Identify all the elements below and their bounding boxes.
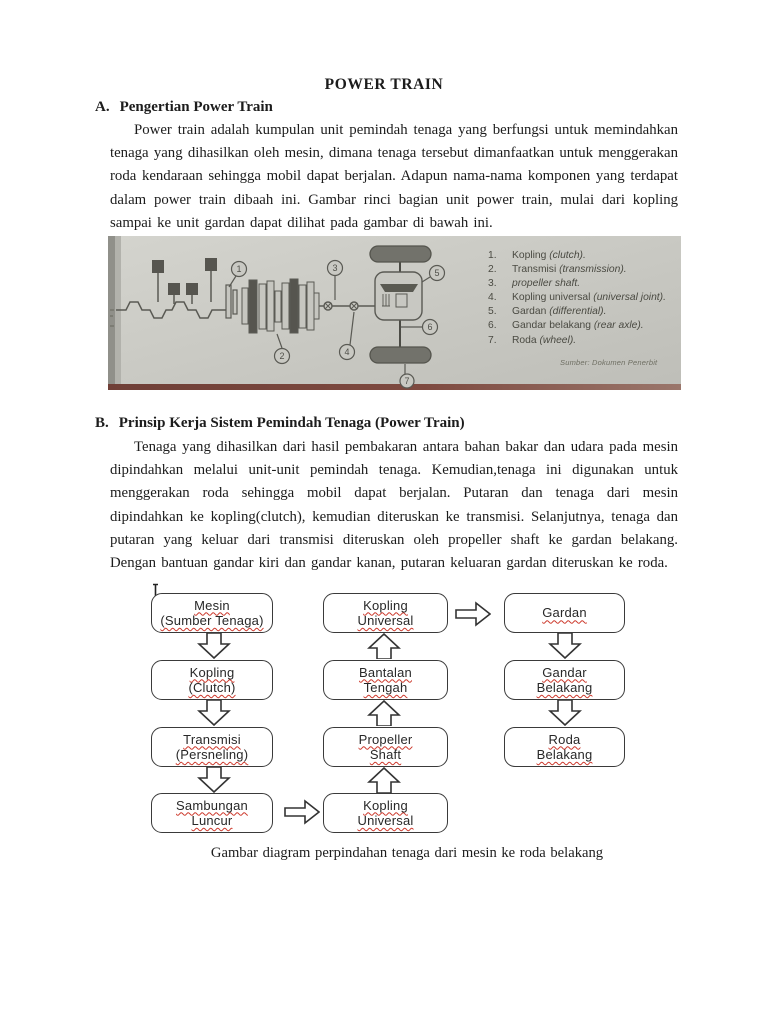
flow-box-propeller-shaft: Propeller Shaft bbox=[323, 727, 448, 767]
arrow-down-icon bbox=[197, 633, 231, 659]
callout-4: 4 bbox=[344, 347, 350, 357]
figure-legend bbox=[488, 249, 678, 348]
flow-box-gandar-belakang: Gandar Belakang bbox=[504, 660, 625, 700]
clutch-art bbox=[226, 285, 237, 318]
photo-left-edge bbox=[108, 236, 115, 390]
legend-item: 7. Roda (wheel). bbox=[488, 334, 577, 346]
flow-diagram-caption: Gambar diagram perpindahan tenaga dari mesin ke roda belakang bbox=[210, 845, 604, 861]
powertrain-figure bbox=[108, 236, 681, 390]
flow-box-kopling-universal-atas: Kopling Universal bbox=[323, 593, 448, 633]
flow-box-kopling: Kopling (Clutch) bbox=[151, 660, 273, 700]
callout-1: 1 bbox=[236, 264, 242, 274]
flow-box-bantalan-tengah: Bantalan Tengah bbox=[323, 660, 448, 700]
section-b-paragraph: Tenaga yang dihasilkan dari hasil pembakaran antara bahan bakar dan udara pada mesin dipindahkan melalui unit-unit pemindah tenaga. Kemudian,tenaga ini digunakan untuk menggerakan roda sehingga mobil dapat berjalan. Putaran dan tenaga dari mesin dipindahkan ke kopling(clutch), kemudian diteruskan ke transmisi. Selanjutnya, tenaga dan putaran yang keluar dari transmisi diteruskan oleh propeller shaft ke gardan belakang. Dengan bantuan gandar kiri dan gandar kanan, putaran keluaran gardan diteruskan ke roda. bbox=[110, 439, 678, 572]
flow-box-transmisi: Transmisi (Persneling) bbox=[151, 727, 273, 767]
arrow-up-icon bbox=[367, 767, 401, 793]
flow-diagram bbox=[0, 583, 768, 845]
section-a-heading-text: Pengertian Power Train bbox=[119, 99, 273, 115]
section-b-heading bbox=[95, 415, 465, 432]
legend-item: 4. Kopling universal (universal joint). bbox=[488, 292, 666, 304]
section-a-heading bbox=[95, 99, 273, 116]
callout-7: 7 bbox=[404, 376, 410, 386]
callout-6: 6 bbox=[427, 322, 433, 332]
arrow-down-icon bbox=[197, 700, 231, 726]
flow-box-sambungan-luncur: Sambungan Luncur bbox=[151, 793, 273, 833]
flow-box-kopling-universal-bawah: Kopling Universal bbox=[323, 793, 448, 833]
section-b-heading-text: Prinsip Kerja Sistem Pemindah Tenaga (Power Train) bbox=[118, 415, 465, 431]
flow-box-mesin: Mesin (Sumber Tenaga) bbox=[151, 593, 273, 633]
photo-bottom-edge bbox=[108, 384, 681, 390]
callout-3: 3 bbox=[332, 263, 338, 273]
callout-2: 2 bbox=[279, 351, 285, 361]
arrow-up-icon bbox=[367, 633, 401, 659]
legend-item: 1. Kopling (clutch). bbox=[488, 250, 586, 261]
arrow-down-icon bbox=[197, 767, 231, 793]
arrow-right-icon bbox=[455, 601, 491, 627]
arrow-down-icon bbox=[548, 700, 582, 726]
legend-item: 3. propeller shaft. bbox=[488, 278, 581, 290]
legend-item: 6. Gandar belakang (rear axle). bbox=[488, 320, 644, 332]
arrow-up-icon bbox=[367, 700, 401, 726]
legend-item: 2. Transmisi (transmission). bbox=[488, 264, 627, 276]
flow-box-gardan: Gardan bbox=[504, 593, 625, 633]
arrow-right-icon bbox=[284, 799, 320, 825]
figure-source: Sumber: Dokumen Penerbit bbox=[560, 358, 658, 367]
section-b-number: B. bbox=[95, 415, 109, 431]
flow-box-roda-belakang: Roda Belakang bbox=[504, 727, 625, 767]
section-a-number: A. bbox=[95, 99, 110, 115]
page-title: POWER TRAIN bbox=[324, 76, 444, 93]
legend-item: 5. Gardan (differential). bbox=[488, 306, 607, 318]
section-a-paragraph: Power train adalah kumpulan unit pemindah tenaga yang berfungsi untuk memindahkan tenaga yang dihasilkan oleh mesin, dimana tenaga tersebut dimanfaatkan untuk menggerakan roda kendaraan sehingga mobil dapat berjalan. Adapun nama-nama komponen yang terdapat dalam power train dibaah ini. Gambar rinci bagian unit power train, mulai dari kopling sampai ke unit gardan dapat dilihat pada gambar di bawah ini. bbox=[110, 122, 678, 231]
arrow-down-icon bbox=[548, 633, 582, 659]
differential-art bbox=[375, 272, 422, 320]
callout-5: 5 bbox=[434, 268, 440, 278]
